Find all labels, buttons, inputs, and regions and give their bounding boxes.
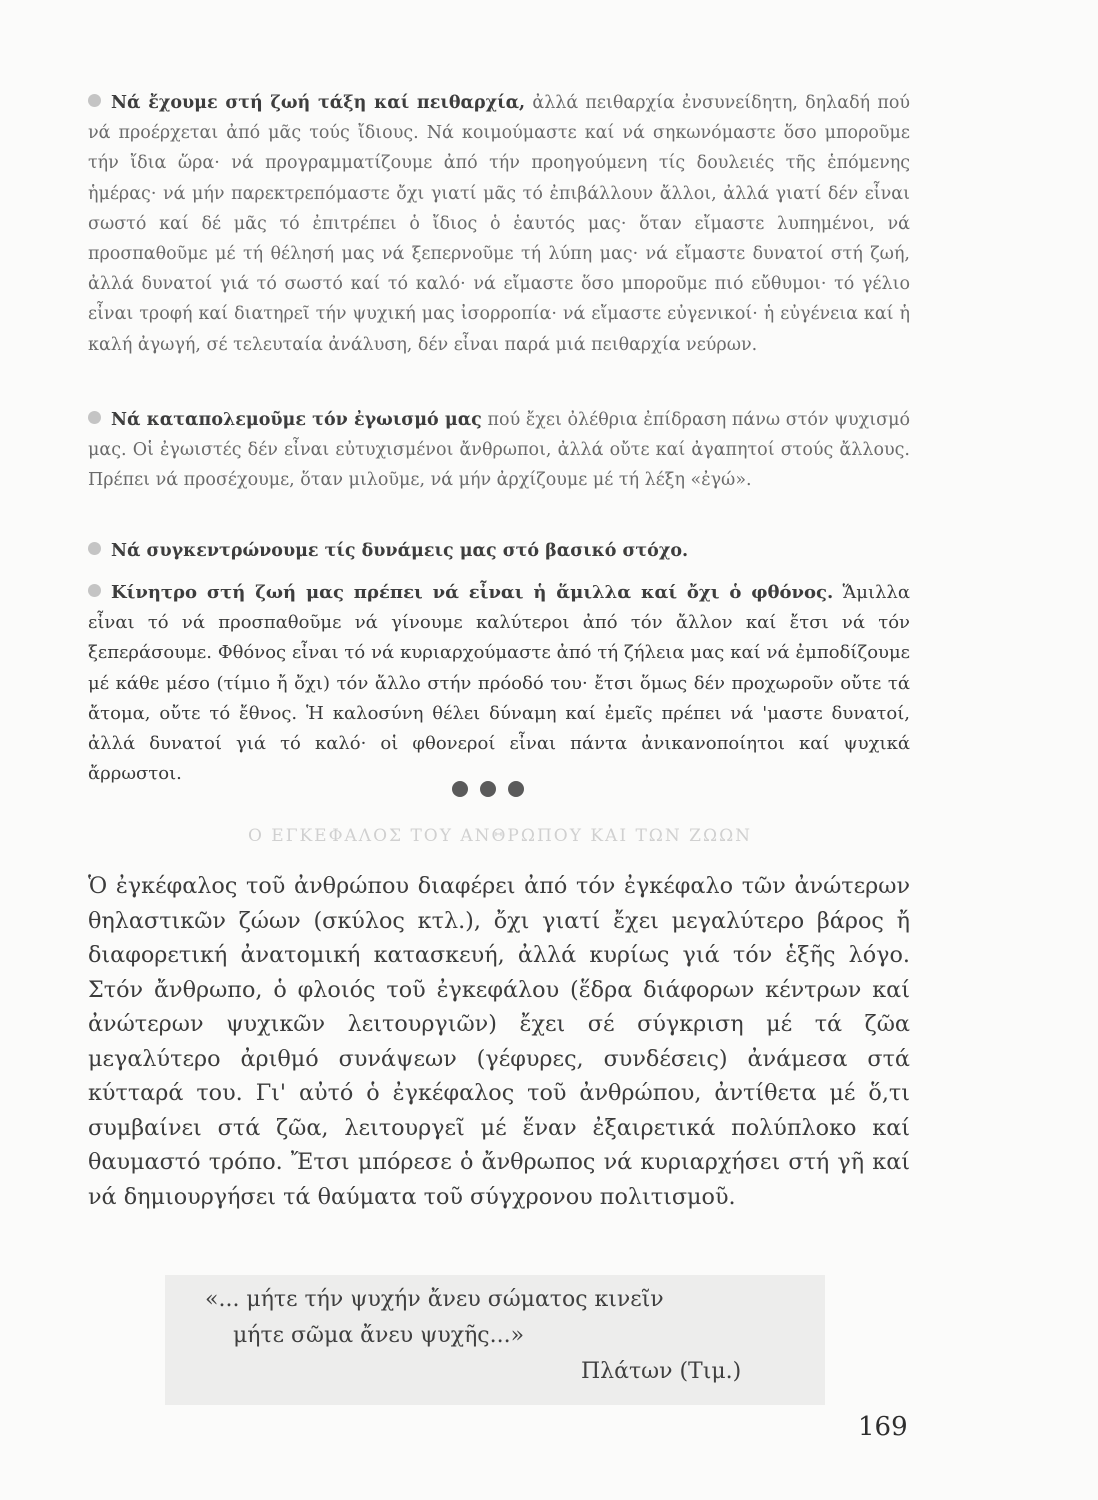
bullet-paragraph-focus <box>88 536 910 566</box>
bullet-lead: Νά ἔχουμε στή ζωή τάξη καί πειθαρχία, <box>111 93 526 113</box>
quote-line-2: μήτε σῶμα ἄνευ ψυχῆς...» <box>233 1323 525 1348</box>
quote-author: Πλάτων (Τιμ.) <box>581 1359 742 1384</box>
section-title: Ο ΕΓΚΕΦΑΛΟΣ ΤΟΥ ΑΝΘΡΩΠΟΥ ΚΑΙ ΤΩΝ ΖΩΩΝ <box>247 826 753 846</box>
bullet-paragraph-emulation <box>88 578 910 789</box>
bullet-paragraph-discipline <box>88 88 910 360</box>
bullet-dot <box>88 584 101 597</box>
bullet-text: πού ἔχει ὀλέθρια ἐπίδραση πάνω στόν ψυχισμό μας. Οἱ ἐγωιστές δέν εἶναι εὐτυχισμένοι ἄνθρωποι, ἀλλά οὔτε καί ἀγαπητοί στούς ἄλλους. Πρέπει νά προσέχουμε, ὅταν μιλοῦμε, νά μήν ἀρχίζουμε μέ τή λέξη «ἐγώ». <box>88 410 910 491</box>
bullet-dot <box>88 542 101 555</box>
divider-dot <box>508 781 524 797</box>
bullet-lead: Νά καταπολεμοῦμε τόν ἐγωισμό μας <box>111 410 482 430</box>
bullet-text: Νά συγκεντρώνουμε τίς δυνάμεις μας στό βασικό στόχο. <box>111 541 689 561</box>
bullet-text: Ἅμιλλα εἶναι τό νά προσπαθοῦμε νά γίνουμε καλύτεροι ἀπό τόν ἄλλον καί ἔτσι νά τόν ξεπεράσουμε. Φθόνος εἶναι τό νά κυριαρχούμαστε ἀπό τή ζήλεια μας καί νά ἐμποδίζουμε μέ κάθε μέσο (τίμιο ἤ ὄχι) τόν ἄλλο στήν πρόοδό του· ἔτσι ὅμως δέν προχωροῦν οὔτε τά ἄτομα, οὔτε τό ἔθνος. Ἡ καλοσύνη θέλει δύναμη καί ἐμεῖς πρέπει νά 'μαστε δυνατοί, ἀλλά δυνατοί γιά τό καλό· οἱ φθονεροί εἶναι πάντα ἀνικανοποίητοι καί ψυχικά ἄρρωστοι. <box>88 582 911 785</box>
page-number: 169 <box>858 1412 908 1442</box>
bullet-text: ἀλλά πειθαρχία ἐνσυνείδητη, δηλαδή πού νά προέρχεται ἀπό μᾶς τούς ἴδιους. Νά κοιμούμαστε καί νά σηκωνόμαστε ὅσο μποροῦμε τήν ἴδια ὥρα· νά προγραμματίζουμε ἀπό τήν προηγούμενη τίς δουλειές τῆς ἑπόμενης ἡμέρας· νά μήν παρεκτρεπόμαστε ὄχι γιατί μᾶς τό ἐπιβάλλουν ἄλλοι, ἀλλά γιατί δέν εἶναι σωστό καί δέ μᾶς τό ἐπιτρέπει ὁ ἴδιος ὁ ἑαυτός μας· ὅταν εἴμαστε λυπημένοι, νά προσπαθοῦμε μέ τή θέλησή μας νά ξεπερνοῦμε τή λύπη μας· νά εἴμαστε δυνατοί στή ζωή, ἀλλά δυνατοί γιά τό σωστό καί τό καλό· νά εἴμαστε ὅσο μποροῦμε πιό εὔθυμοι· τό γέλιο εἶναι τροφή καί διατηρεῖ τήν ψυχική μας ἰσορροπία· νά εἴμαστε εὐγενικοί· ἡ εὐγένεια καί ἡ καλή ἀγωγή, σέ τελευταία ἀνάλυση, δέν εἶναι παρά μιά πειθαρχία νεύρων. <box>88 93 910 355</box>
quote-line-1: «... μήτε τήν ψυχήν ἄνευ σώματος κινεῖν <box>205 1287 664 1312</box>
divider-dot <box>480 781 496 797</box>
bullet-dot <box>88 411 101 424</box>
section-divider-dots <box>452 781 532 799</box>
bullet-paragraph-egoism <box>88 405 910 496</box>
bullet-dot <box>88 94 101 107</box>
quote-box <box>165 1275 825 1405</box>
divider-dot <box>452 781 468 797</box>
bullet-lead: Κίνητρο στή ζωή μας πρέπει νά εἶναι ἡ ἅμιλλα καί ὄχι ὁ φθόνος. <box>111 582 834 603</box>
section-body: Ὁ ἐγκέφαλος τοῦ ἀνθρώπου διαφέρει ἀπό τόν ἐγκέφαλο τῶν ἀνώτερων θηλαστικῶν ζώων (σκύλος κτλ.), ὄχι γιατί ἔχει μεγαλύτερο βάρος ἤ διαφορετική ἀνατομική κατασκευή, ἀλλά κυρίως γιά τόν ἑξῆς λόγο. Στόν ἄνθρωπο, ὁ φλοιός τοῦ ἐγκεφάλου (ἕδρα διάφορων κέντρων καί ἀνώτερων ψυχικῶν λειτουργιῶν) ἔχει σέ σύγκριση μέ τά ζῶα μεγαλύτερο ἀριθμό συνάψεων (γέφυρες, συνδέσεις) ἀνάμεσα στά κύτταρά του. Γι' αὐτό ὁ ἐγκέφαλος τοῦ ἀνθρώπου, ἀντίθετα μέ ὅ,τι συμβαίνει στά ζῶα, λειτουργεῖ μέ ἕναν ἐξαιρετικά πολύπλοκο καί θαυμαστό τρόπο. Ἔτσι μπόρεσε ὁ ἄνθρωπος νά κυριαρχήσει στή γῆ καί νά δημιουργήσει τά θαύματα τοῦ σύγχρονου πολιτισμοῦ. <box>88 873 910 1210</box>
